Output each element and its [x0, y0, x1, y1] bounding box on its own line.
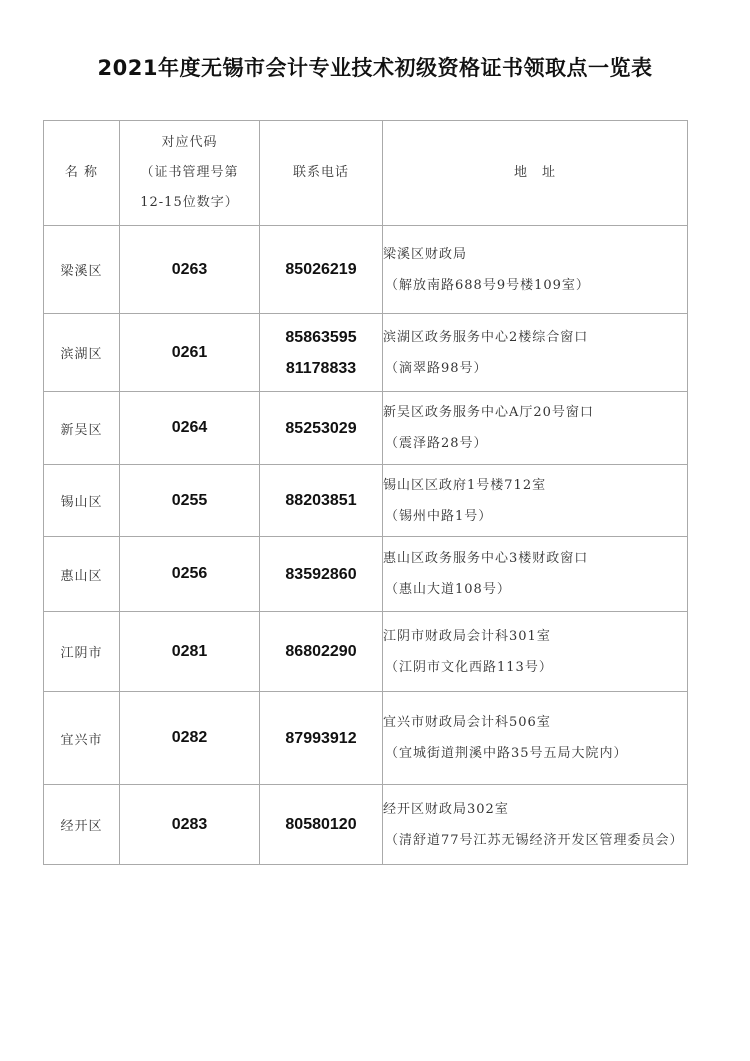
- phone-number: 81178833: [285, 359, 357, 377]
- contact-phone: [260, 392, 383, 465]
- table-row: [44, 392, 688, 465]
- district-name: 经开区: [44, 785, 120, 865]
- header-code-line1: 对应代码: [161, 135, 218, 150]
- phone-number: 85863595: [285, 328, 357, 346]
- table-row: [44, 226, 688, 314]
- phone-number: 83592860: [285, 565, 357, 583]
- district-name: 宜兴市: [44, 692, 120, 785]
- address: [383, 537, 688, 612]
- certificate-code: 0255: [120, 465, 260, 537]
- table-row: [44, 314, 688, 392]
- contact-phone: [260, 692, 383, 785]
- district-name: 滨湖区: [44, 314, 120, 392]
- contact-phone: [260, 226, 383, 314]
- address-line2: （宜城街道荆溪中路35号五局大院内）: [385, 746, 628, 761]
- address-line1: 锡山区区政府1号楼712室: [383, 477, 547, 493]
- table-header-row: [44, 121, 688, 226]
- address-line1: 江阴市财政局会计科301室: [383, 628, 551, 644]
- header-name: 名 称: [44, 121, 120, 226]
- pickup-locations-table: [43, 120, 688, 865]
- address-line2: （江阴市文化西路113号）: [385, 659, 553, 675]
- certificate-code: 0264: [120, 392, 260, 465]
- district-name: 锡山区: [44, 465, 120, 537]
- district-name: 梁溪区: [44, 226, 120, 314]
- address-line1: 滨湖区政务服务中心2楼综合窗口: [383, 329, 589, 345]
- document-title: 2021年度无锡市会计专业技术初级资格证书领取点一览表: [97, 56, 653, 80]
- phone-number: 85253029: [285, 419, 357, 437]
- address: [383, 692, 688, 785]
- table-row: [44, 465, 688, 537]
- certificate-code: 0281: [120, 612, 260, 692]
- certificate-code: 0282: [120, 692, 260, 785]
- header-code: [120, 121, 260, 226]
- address-line2: （震泽路28号）: [385, 436, 488, 451]
- address-line2: （惠山大道108号）: [385, 582, 511, 597]
- address-line1: 经开区财政局302室: [383, 801, 509, 817]
- address-line2: （清舒道77号江苏无锡经济开发区管理委员会）: [385, 832, 684, 848]
- address: [383, 226, 688, 314]
- header-phone: 联系电话: [260, 121, 383, 226]
- table-row: [44, 612, 688, 692]
- address-line1: 新吴区政务服务中心A厅20号窗口: [383, 405, 594, 420]
- contact-phone: [260, 314, 383, 392]
- phone-number: 85026219: [285, 261, 357, 278]
- district-name: 江阴市: [44, 612, 120, 692]
- address: [383, 465, 688, 537]
- phone-number: 86802290: [285, 643, 357, 660]
- table-row: [44, 785, 688, 865]
- contact-phone: [260, 465, 383, 537]
- phone-number: 87993912: [285, 729, 357, 747]
- table-row: [44, 692, 688, 785]
- address-line1: 梁溪区财政局: [383, 246, 468, 262]
- district-name: 新吴区: [44, 392, 120, 465]
- certificate-code: 0283: [120, 785, 260, 865]
- certificate-code: 0256: [120, 537, 260, 612]
- address-line1: 惠山区政务服务中心3楼财政窗口: [383, 551, 589, 566]
- contact-phone: [260, 785, 383, 865]
- table-row: [44, 537, 688, 612]
- header-address: 地 址: [383, 121, 688, 226]
- phone-number: 88203851: [285, 492, 357, 509]
- header-code-line2: （证书管理号第: [140, 165, 239, 180]
- district-name: 惠山区: [44, 537, 120, 612]
- address: [383, 785, 688, 865]
- address: [383, 612, 688, 692]
- contact-phone: [260, 537, 383, 612]
- address-line2: （解放南路688号9号楼109室）: [385, 277, 590, 293]
- address-line2: （锡州中路1号）: [385, 508, 493, 524]
- certificate-code: 0261: [120, 314, 260, 392]
- address-line2: （滴翠路98号）: [385, 360, 488, 376]
- address-line1: 宜兴市财政局会计科506室: [383, 715, 551, 730]
- phone-number: 80580120: [285, 816, 357, 833]
- address: [383, 314, 688, 392]
- address: [383, 392, 688, 465]
- contact-phone: [260, 612, 383, 692]
- header-code-line3: 12-15位数字）: [140, 195, 239, 210]
- certificate-code: 0263: [120, 226, 260, 314]
